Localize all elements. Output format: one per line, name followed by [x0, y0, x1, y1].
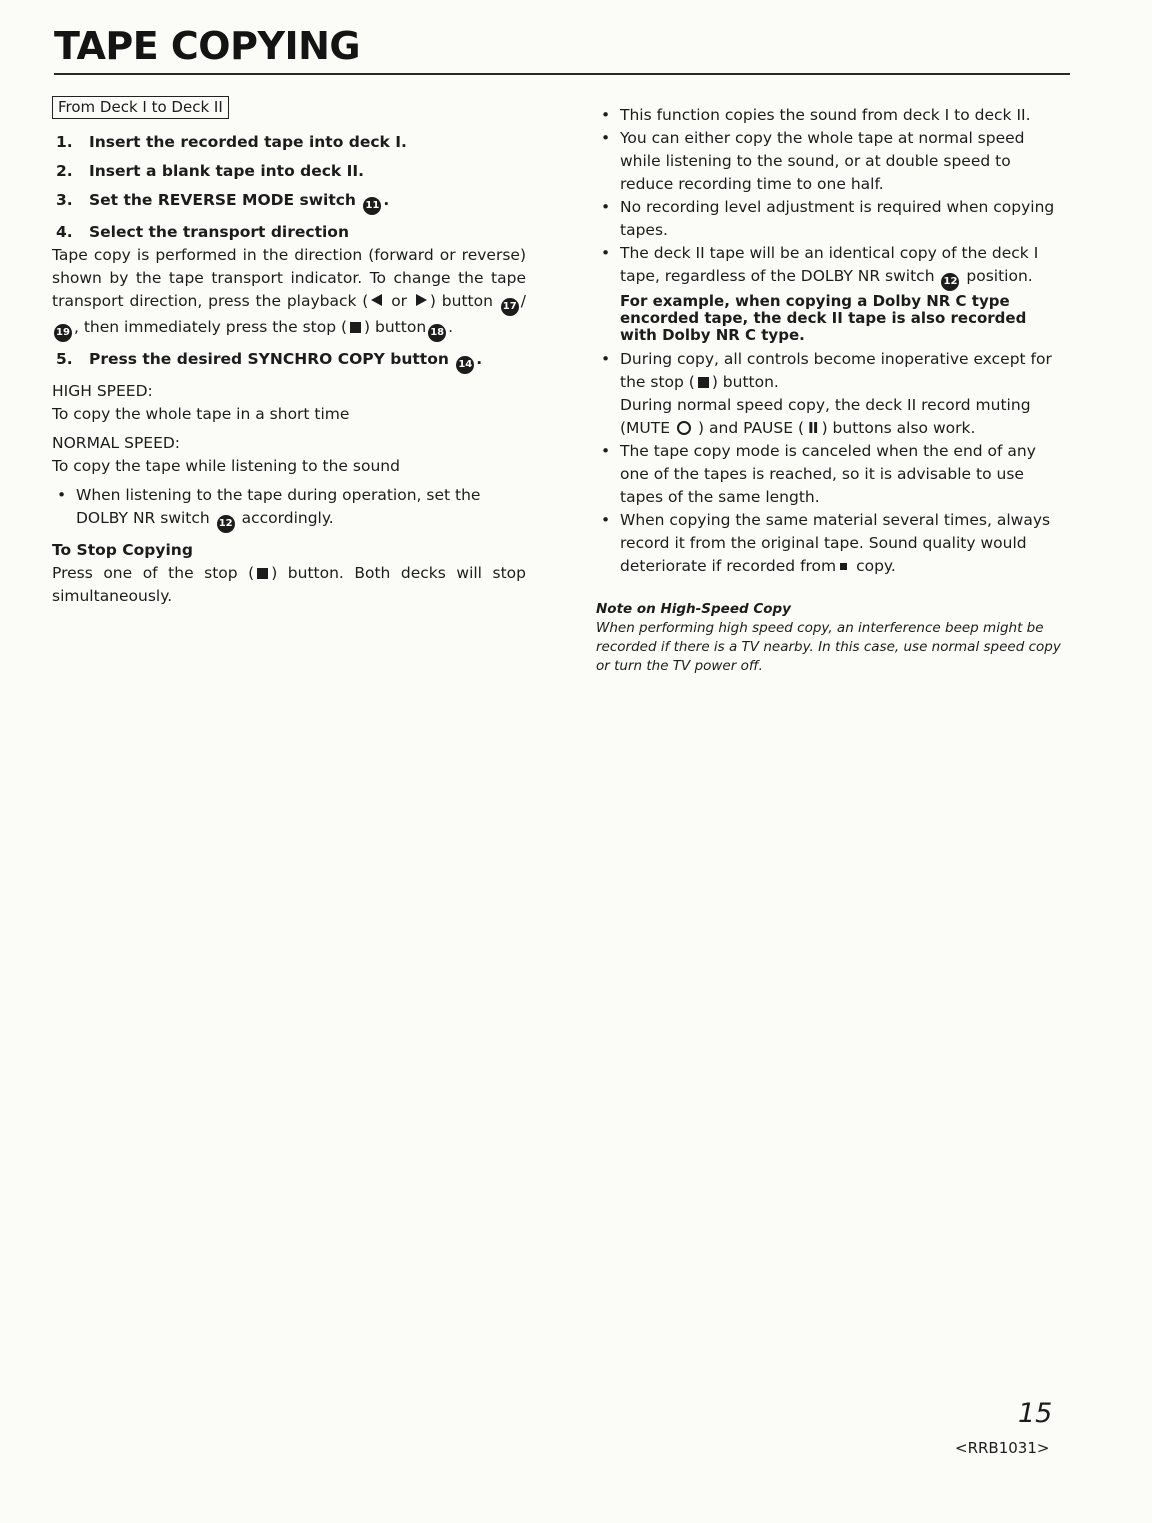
step-tail: . — [383, 191, 390, 209]
high-speed-text: To copy the whole tape in a short time — [52, 405, 350, 423]
bullet-item — [596, 104, 1068, 127]
text-run: ) and PAUSE ( — [698, 419, 805, 437]
text-run: When listening to the tape during operation, set the DOLBY NR switch — [76, 486, 481, 527]
step-number: 3. — [56, 191, 73, 209]
bullet-icon: • — [601, 244, 611, 262]
text-run: or — [385, 292, 413, 310]
text-run: When copying the same material several times, always record it from the original tape. Sound quality would deteriorate if recorded from — [620, 511, 1051, 575]
bullet-item — [52, 484, 526, 533]
text-run: ) button. — [711, 373, 779, 391]
stop-copying-text — [52, 562, 526, 608]
text-run: accordingly. — [236, 509, 334, 527]
forward-play-icon — [416, 294, 427, 306]
high-speed-heading: HIGH SPEED: — [52, 382, 153, 400]
reference-number-icon: 11 — [363, 197, 381, 215]
text-run: position. — [961, 267, 1033, 285]
text-run: No recording level adjustment is required when copying tapes. — [620, 198, 1055, 239]
step-4 — [52, 221, 526, 244]
document-code: <RRB1031> — [955, 1439, 1050, 1457]
step-3 — [52, 189, 526, 215]
step-number: 5. — [56, 350, 73, 368]
text-run: This function copies the sound from deck I to deck II. — [620, 106, 1031, 124]
bullet-item — [596, 509, 1068, 578]
bullet-item — [596, 440, 1068, 509]
reference-number-icon: 12 — [217, 515, 235, 533]
step-text: Set the REVERSE MODE switch — [89, 191, 356, 209]
stop-square-icon — [698, 377, 709, 388]
step-text: Insert a blank tape into deck II. — [89, 162, 365, 180]
bullet-icon: • — [601, 350, 611, 368]
text-run: copy. — [851, 557, 896, 575]
dolby-example: For example, when copying a Dolby NR C type encorded tape, the deck II tape is also recorded with Dolby NR C type. — [620, 292, 1027, 344]
note-body: When performing high speed copy, an interference beep might be recorded if there is a TV nearby. In this case, use normal speed copy or turn the TV power off. — [596, 620, 1061, 674]
step-1 — [52, 131, 526, 154]
step-number: 4. — [56, 223, 73, 241]
text-run: The deck II tape will be an identical copy of the deck I tape, regardless of the DOLBY NR switch — [620, 244, 1039, 285]
step-5 — [52, 348, 526, 374]
reference-number-icon: 17 — [501, 298, 519, 316]
page-number: 15 — [1018, 1398, 1053, 1429]
bullet-icon: • — [601, 198, 611, 216]
bullet-icon: • — [601, 129, 611, 147]
bullet-icon: • — [57, 486, 67, 504]
bullet-icon: • — [601, 106, 611, 124]
title-rule — [54, 73, 1070, 75]
text-run: / — [520, 292, 526, 310]
reference-number-icon: 18 — [428, 324, 446, 342]
stop-square-icon — [257, 568, 268, 579]
text-run: During copy, all controls become inoperative except for the stop ( — [620, 350, 1052, 391]
square-mark-icon — [840, 563, 847, 570]
note-title: Note on High-Speed Copy — [596, 601, 791, 617]
text-run: ) button — [364, 318, 427, 336]
step-text: Press the desired SYNCHRO COPY button — [89, 350, 449, 368]
step-tail: . — [476, 350, 483, 368]
step-text: Select the transport direction — [89, 223, 349, 241]
page-title: TAPE COPYING — [54, 24, 361, 68]
bullet-icon: • — [601, 511, 611, 529]
direction-paragraph — [52, 244, 526, 342]
text-run: You can either copy the whole tape at normal speed while listening to the sound, or at double speed to reduce recording time to one half. — [620, 129, 1025, 193]
step-2 — [52, 160, 526, 183]
text-run: The tape copy mode is canceled when the end of any one of the tapes is reached, so it is advisable to use tapes of the same length. — [620, 442, 1036, 506]
step-number: 2. — [56, 162, 73, 180]
bullet-item — [596, 196, 1068, 242]
text-run: Press one of the stop ( — [52, 564, 255, 582]
text-run: ) buttons also work. — [821, 419, 976, 437]
text-run: During normal speed copy, the deck II record muting (MUTE — [620, 396, 1031, 437]
bullet-item — [596, 127, 1068, 196]
bullet-item — [596, 242, 1068, 344]
text-run: . — [448, 318, 454, 336]
step-number: 1. — [56, 133, 73, 151]
mute-ring-icon — [677, 421, 691, 435]
rewind-play-icon — [371, 294, 382, 306]
text-run: ) button. Both decks will stop simultaneously. — [52, 564, 526, 605]
normal-speed-heading: NORMAL SPEED: — [52, 434, 181, 452]
section-tag: From Deck I to Deck II — [52, 96, 229, 119]
pause-icon: II — [808, 419, 818, 437]
step-text: Insert the recorded tape into deck I. — [89, 133, 407, 151]
text-run: ) button — [429, 292, 499, 310]
mute-pause-note — [620, 394, 1068, 440]
left-column — [52, 96, 526, 608]
text-run: , then immediately press the stop ( — [74, 318, 348, 336]
reference-number-icon: 19 — [54, 324, 72, 342]
reference-number-icon: 14 — [456, 356, 474, 374]
reference-number-icon: 12 — [941, 273, 959, 291]
normal-speed-text: To copy the tape while listening to the sound — [52, 457, 400, 475]
bullet-item — [596, 348, 1068, 440]
text-run: Tape copy is performed in the direction (forward or reverse) shown by the tape transport indicator. To change the tape transport direction, press the playback ( — [52, 246, 526, 310]
bullet-icon: • — [601, 442, 611, 460]
right-column — [596, 104, 1068, 676]
stop-square-icon — [350, 322, 361, 333]
stop-copying-heading: To Stop Copying — [52, 541, 193, 559]
